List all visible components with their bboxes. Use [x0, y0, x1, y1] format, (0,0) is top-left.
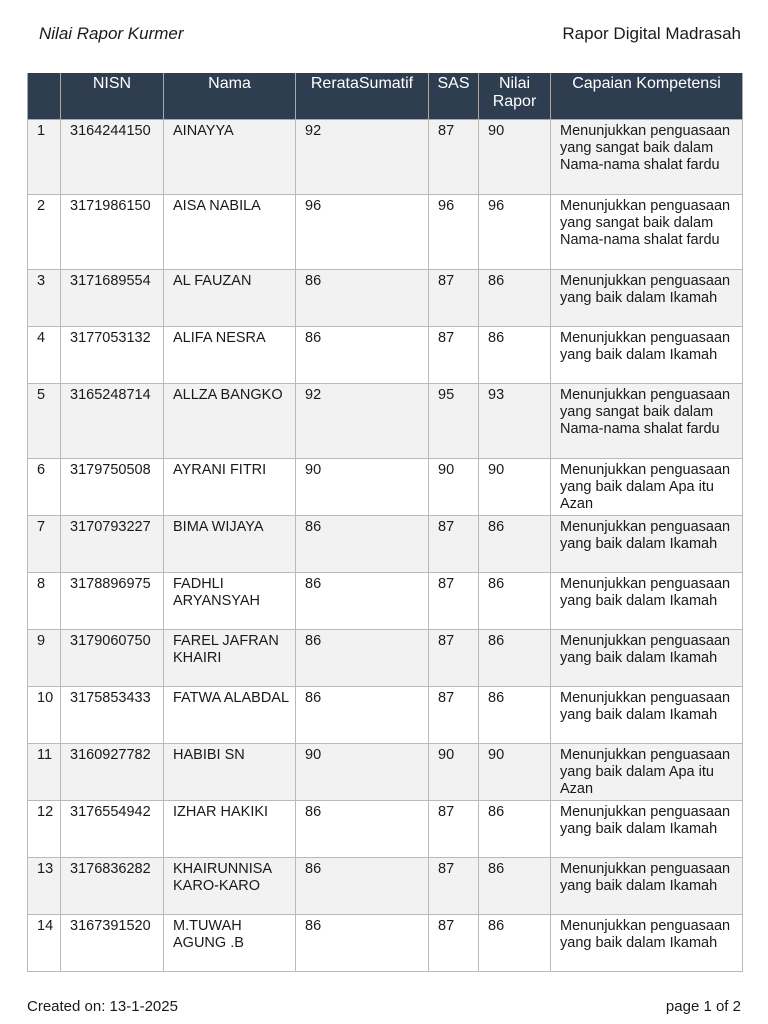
cell-nama: M.TUWAH AGUNG .B	[164, 915, 296, 972]
table-row	[28, 915, 743, 972]
cell-nilai-rapor: 86	[479, 687, 551, 744]
cell-nilai-rapor: 86	[479, 801, 551, 858]
cell-no: 1	[28, 120, 61, 195]
cell-capaian: Menunjukkan penguasaan yang sangat baik dalam Nama-nama shalat fardu	[551, 195, 743, 270]
table-body	[28, 120, 743, 972]
cell-no: 7	[28, 516, 61, 573]
cell-no: 13	[28, 858, 61, 915]
report-title: Nilai Rapor Kurmer	[39, 24, 184, 43]
cell-sas: 87	[429, 327, 479, 384]
cell-capaian: Menunjukkan penguasaan yang baik dalam Ikamah	[551, 801, 743, 858]
cell-nama: AL FAUZAN	[164, 270, 296, 327]
cell-nilai-rapor: 90	[479, 744, 551, 801]
cell-no: 2	[28, 195, 61, 270]
cell-nisn: 3164244150	[61, 120, 164, 195]
cell-nama: FATWA ALABDAL	[164, 687, 296, 744]
cell-rerata-sumatif: 86	[296, 327, 429, 384]
cell-rerata-sumatif: 92	[296, 120, 429, 195]
table-row	[28, 270, 743, 327]
col-header-rerata-sumatif: RerataSumatif	[296, 73, 429, 120]
app-title: Rapor Digital Madrasah	[562, 24, 741, 43]
cell-sas: 95	[429, 384, 479, 459]
cell-capaian: Menunjukkan penguasaan yang baik dalam Ikamah	[551, 516, 743, 573]
cell-rerata-sumatif: 90	[296, 744, 429, 801]
cell-nisn: 3175853433	[61, 687, 164, 744]
cell-nilai-rapor: 86	[479, 327, 551, 384]
cell-no: 6	[28, 459, 61, 516]
cell-nama: FADHLI ARYANSYAH	[164, 573, 296, 630]
cell-nilai-rapor: 96	[479, 195, 551, 270]
cell-capaian: Menunjukkan penguasaan yang baik dalam Ikamah	[551, 573, 743, 630]
cell-rerata-sumatif: 86	[296, 801, 429, 858]
cell-rerata-sumatif: 86	[296, 516, 429, 573]
cell-capaian: Menunjukkan penguasaan yang baik dalam Apa itu Azan	[551, 744, 743, 801]
cell-no: 3	[28, 270, 61, 327]
table-row	[28, 516, 743, 573]
cell-rerata-sumatif: 86	[296, 687, 429, 744]
cell-nilai-rapor: 86	[479, 630, 551, 687]
col-header-nama: Nama	[164, 73, 296, 120]
table-row	[28, 858, 743, 915]
table-row	[28, 801, 743, 858]
cell-nilai-rapor: 90	[479, 120, 551, 195]
cell-sas: 87	[429, 687, 479, 744]
cell-nisn: 3179060750	[61, 630, 164, 687]
cell-nisn: 3160927782	[61, 744, 164, 801]
cell-nama: ALIFA NESRA	[164, 327, 296, 384]
table-row	[28, 195, 743, 270]
cell-nilai-rapor: 86	[479, 573, 551, 630]
cell-sas: 87	[429, 120, 479, 195]
table-row	[28, 573, 743, 630]
cell-no: 9	[28, 630, 61, 687]
grades-table	[27, 73, 743, 972]
cell-nama: ALLZA BANGKO	[164, 384, 296, 459]
cell-nisn: 3177053132	[61, 327, 164, 384]
cell-sas: 87	[429, 801, 479, 858]
cell-capaian: Menunjukkan penguasaan yang baik dalam Ikamah	[551, 270, 743, 327]
cell-nama: HABIBI SN	[164, 744, 296, 801]
cell-capaian: Menunjukkan penguasaan yang baik dalam Ikamah	[551, 915, 743, 972]
cell-nisn: 3176836282	[61, 858, 164, 915]
cell-nisn: 3170793227	[61, 516, 164, 573]
col-header-capaian: Capaian Kompetensi	[551, 73, 743, 120]
cell-nama: AISA NABILA	[164, 195, 296, 270]
cell-nama: FAREL JAFRAN KHAIRI	[164, 630, 296, 687]
cell-sas: 87	[429, 858, 479, 915]
cell-nilai-rapor: 86	[479, 858, 551, 915]
cell-capaian: Menunjukkan penguasaan yang sangat baik dalam Nama-nama shalat fardu	[551, 384, 743, 459]
cell-nilai-rapor: 93	[479, 384, 551, 459]
cell-sas: 90	[429, 744, 479, 801]
table-row	[28, 120, 743, 195]
table-row	[28, 327, 743, 384]
cell-sas: 87	[429, 516, 479, 573]
cell-sas: 87	[429, 270, 479, 327]
col-header-nisn: NISN	[61, 73, 164, 120]
created-date: Created on: 13-1-2025	[27, 998, 178, 1015]
cell-no: 8	[28, 573, 61, 630]
cell-nama: IZHAR HAKIKI	[164, 801, 296, 858]
cell-nama: BIMA WIJAYA	[164, 516, 296, 573]
table-row	[28, 459, 743, 516]
cell-rerata-sumatif: 86	[296, 630, 429, 687]
cell-nilai-rapor: 90	[479, 459, 551, 516]
col-header-no	[28, 73, 61, 120]
cell-rerata-sumatif: 86	[296, 270, 429, 327]
table-row	[28, 630, 743, 687]
cell-no: 14	[28, 915, 61, 972]
cell-no: 12	[28, 801, 61, 858]
cell-no: 4	[28, 327, 61, 384]
cell-nama: AINAYYA	[164, 120, 296, 195]
cell-no: 5	[28, 384, 61, 459]
cell-rerata-sumatif: 90	[296, 459, 429, 516]
cell-nilai-rapor: 86	[479, 915, 551, 972]
cell-nilai-rapor: 86	[479, 516, 551, 573]
cell-nisn: 3171986150	[61, 195, 164, 270]
cell-rerata-sumatif: 86	[296, 573, 429, 630]
col-header-nilai-rapor: Nilai Rapor	[479, 73, 551, 120]
cell-nisn: 3178896975	[61, 573, 164, 630]
cell-nisn: 3165248714	[61, 384, 164, 459]
cell-capaian: Menunjukkan penguasaan yang baik dalam Ikamah	[551, 630, 743, 687]
cell-rerata-sumatif: 86	[296, 915, 429, 972]
cell-rerata-sumatif: 92	[296, 384, 429, 459]
cell-capaian: Menunjukkan penguasaan yang sangat baik dalam Nama-nama shalat fardu	[551, 120, 743, 195]
table-row	[28, 744, 743, 801]
cell-capaian: Menunjukkan penguasaan yang baik dalam Ikamah	[551, 327, 743, 384]
cell-nama: AYRANI FITRI	[164, 459, 296, 516]
cell-nisn: 3179750508	[61, 459, 164, 516]
cell-rerata-sumatif: 96	[296, 195, 429, 270]
cell-sas: 96	[429, 195, 479, 270]
table-header	[28, 73, 743, 120]
cell-capaian: Menunjukkan penguasaan yang baik dalam Ikamah	[551, 687, 743, 744]
cell-no: 10	[28, 687, 61, 744]
cell-rerata-sumatif: 86	[296, 858, 429, 915]
cell-nisn: 3171689554	[61, 270, 164, 327]
cell-nilai-rapor: 86	[479, 270, 551, 327]
table-row	[28, 687, 743, 744]
cell-sas: 87	[429, 630, 479, 687]
cell-nisn: 3167391520	[61, 915, 164, 972]
cell-sas: 87	[429, 573, 479, 630]
cell-capaian: Menunjukkan penguasaan yang baik dalam Apa itu Azan	[551, 459, 743, 516]
cell-sas: 90	[429, 459, 479, 516]
table-row	[28, 384, 743, 459]
cell-capaian: Menunjukkan penguasaan yang baik dalam Ikamah	[551, 858, 743, 915]
col-header-sas: SAS	[429, 73, 479, 120]
cell-sas: 87	[429, 915, 479, 972]
cell-nisn: 3176554942	[61, 801, 164, 858]
cell-no: 11	[28, 744, 61, 801]
cell-nama: KHAIRUNNISA KARO-KARO	[164, 858, 296, 915]
page-indicator: page 1 of 2	[665, 998, 741, 1015]
